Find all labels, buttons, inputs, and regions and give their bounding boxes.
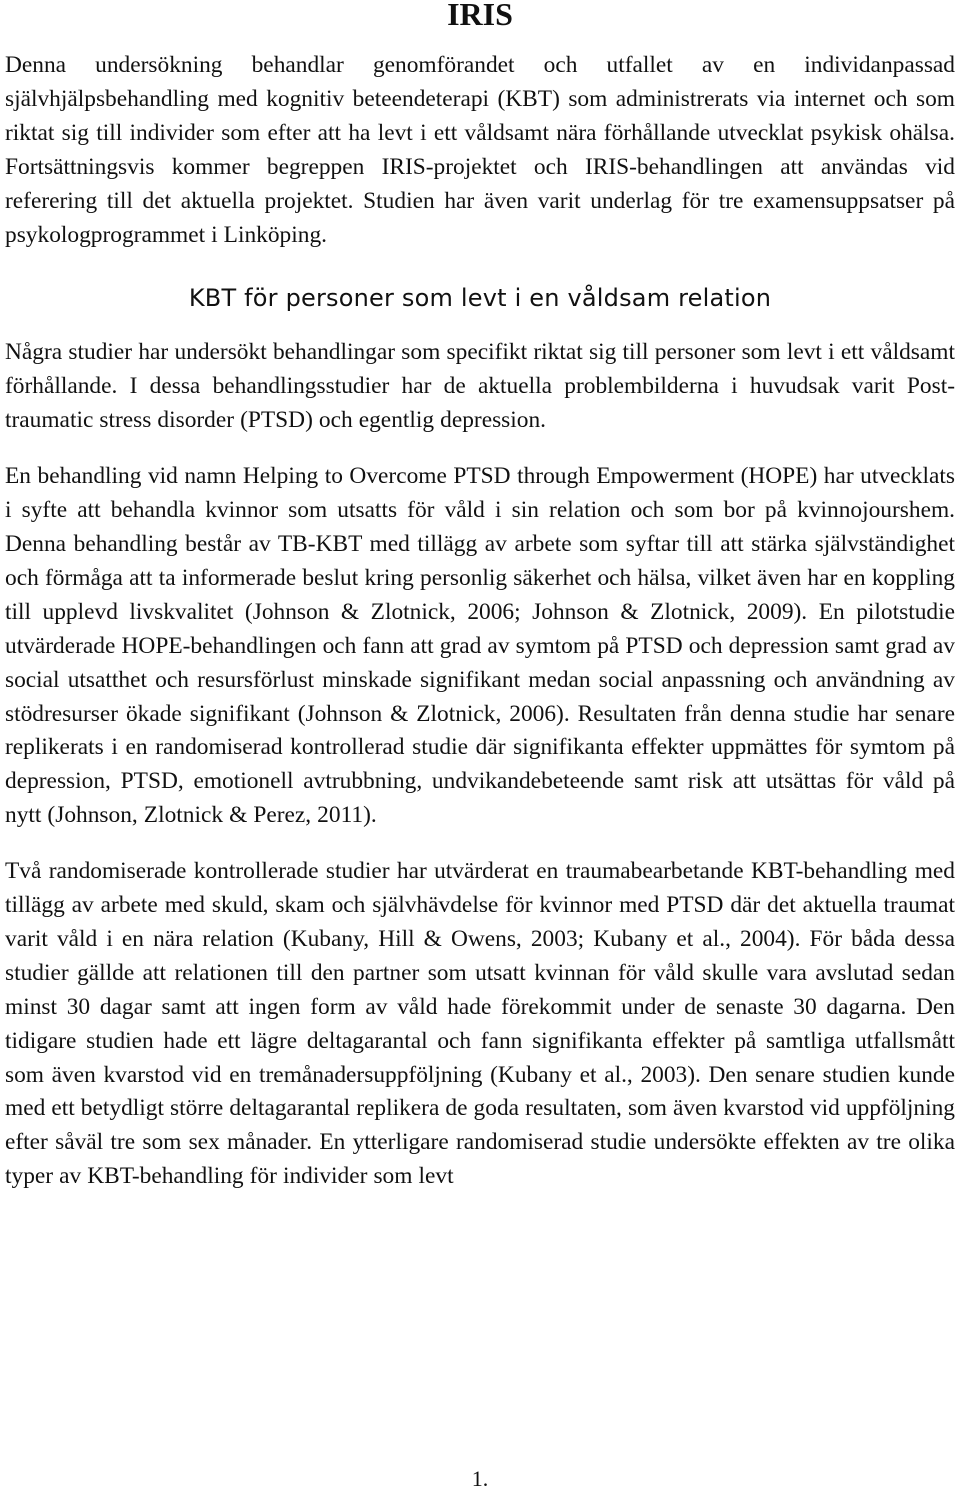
document-title: IRIS [447, 0, 513, 32]
intro-paragraph: Denna undersökning behandlar genomförandet och utfallet av en individanpassad självhjälpsbehandling med kognitiv beteendeterapi (KBT) som administrerats via internet och som riktat sig till individer som efter att ha levt i ett våldsamt nära förhållande utvecklat psykisk ohälsa. Fortsättningsvis kommer begreppen IRIS-projektet och IRIS-behandlingen att användas vid referering till det aktuella projektet. Studien har även varit underlag för tre examensuppsatser på psykologprogrammet i Linköping. [5, 52, 955, 248]
body-paragraph: Två randomiserade kontrollerade studier har utvärderat en traumabearbetande KBT-behandling med tillägg av arbete med skuld, skam och självhävdelse för kvinnor med PTSD där det aktuella traumat varit våld i en nära relation (Kubany, Hill & Owens, 2003; Kubany et al., 2004). För båda dessa studier gällde att relationen till den partner som utsatt kvinnan för våld skulle vara avslutad sedan minst 30 dagar samt att ingen form av våld hade förekommit under de senaste 30 dagarna. Den tidigare studien hade ett lägre deltagarantal och fann signifikanta effekter på samtliga utfallsmått som även kvarstod vid en tremånadersuppföljning (Kubany et al., 2003). Den senare studien kunde med ett betydligt större deltagarantal replikera de goda resultaten, som även kvarstod vid uppföljning efter såväl tre som sex månader. En ytterligare randomiserad studie undersökte effekten av tre olika typer av KBT-behandling för individer som levt [5, 858, 955, 1190]
section-heading: KBT för personer som levt i en våldsam relation [188, 284, 772, 313]
body-paragraph: En behandling vid namn Helping to Overcome PTSD through Empowerment (HOPE) har utvecklats i syfte att behandla kvinnor som utsatts för våld i sin relation och som bor på kvinnojourshem. Denna behandling består av TB-KBT med tillägg av arbete som syftar till att stärka självständighet och förmåga att ta informerade beslut kring personlig säkerhet och hälsa, vilket även har en koppling till upplevd livskvalitet (Johnson & Zlotnick, 2006; Johnson & Zlotnick, 2009). En pilotstudie utvärderade HOPE-behandlingen och fann att grad av symtom på PTSD och depression samt grad av social utsatthet och resursförlust minskade signifikant medan social anpassning och användning av stödresurser ökade signifikant (Johnson & Zlotnick, 2006). Resultaten från denna studie har senare replikerats i en randomiserad kontrollerad studie där signifikanta effekter uppmättes för symtom på depression, PTSD, emotionell avtrubbning, undvikandebeteende samt risk att utsättas för våld på nytt (Johnson, Zlotnick & Perez, 2011). [5, 463, 955, 829]
page-number: 1. [471, 1466, 489, 1491]
document-page [5, 0, 955, 1194]
body-paragraph: Några studier har undersökt behandlingar som specifikt riktat sig till personer som levt i ett våldsamt förhållande. I dessa behandlingsstudier har de aktuella problembilderna i huvudsak varit Post-traumatic stress disorder (PTSD) och egentlig depression. [5, 339, 955, 434]
